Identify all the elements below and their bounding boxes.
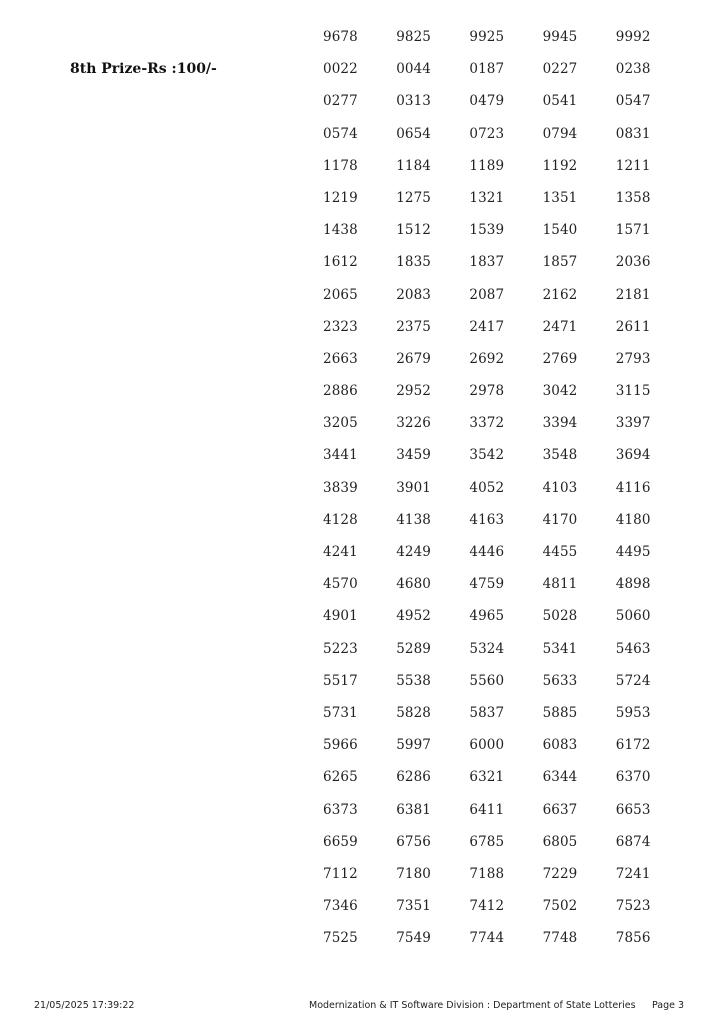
ticket-number: 4759	[469, 576, 505, 593]
ticket-number: 1358	[615, 189, 651, 206]
table-row	[323, 866, 689, 898]
ticket-number: 6265	[323, 769, 358, 786]
ticket-number: 7502	[542, 898, 578, 915]
footer-page-number: Page 3	[652, 1000, 685, 1011]
table-row	[323, 383, 689, 415]
ticket-number: 6286	[396, 769, 431, 786]
ticket-number: 6370	[615, 769, 651, 786]
table-row	[323, 673, 689, 705]
ticket-number: 5028	[542, 608, 578, 625]
ticket-number: 5731	[323, 704, 358, 721]
ticket-number: 2679	[396, 350, 431, 367]
ticket-number: 1540	[542, 222, 578, 239]
table-row	[323, 287, 689, 319]
ticket-number: 1837	[469, 254, 505, 271]
ticket-number: 2793	[615, 350, 651, 367]
ticket-number: 6000	[469, 737, 505, 754]
ticket-number-grid	[323, 29, 689, 962]
ticket-number: 0831	[615, 125, 651, 142]
ticket-number: 0277	[323, 93, 358, 110]
ticket-number: 5953	[615, 704, 651, 721]
ticket-number: 1512	[396, 222, 431, 239]
ticket-number: 5341	[542, 640, 578, 657]
ticket-number: 0794	[542, 125, 578, 142]
ticket-number: 0227	[542, 61, 578, 78]
ticket-number: 0723	[469, 125, 505, 142]
ticket-number: 6172	[615, 737, 651, 754]
ticket-number: 2375	[396, 318, 431, 335]
ticket-number: 2978	[469, 383, 505, 400]
ticket-number: 4965	[469, 608, 505, 625]
ticket-number: 4116	[615, 479, 651, 496]
ticket-number: 2663	[323, 350, 358, 367]
ticket-number: 7188	[469, 865, 505, 882]
prize-label: 8th Prize-Rs :100/-	[70, 61, 217, 77]
ticket-number: 1857	[542, 254, 578, 271]
ticket-number: 3459	[396, 447, 431, 464]
ticket-number: 2417	[469, 318, 505, 335]
ticket-number: 5517	[323, 672, 358, 689]
ticket-number: 6381	[396, 801, 431, 818]
table-row	[323, 544, 689, 576]
table-row	[323, 319, 689, 351]
ticket-number: 2036	[615, 254, 651, 271]
table-row	[323, 512, 689, 544]
ticket-number: 5828	[396, 704, 431, 721]
footer-timestamp: 21/05/2025 17:39:22	[34, 1000, 135, 1011]
ticket-number: 5997	[396, 737, 431, 754]
table-row	[323, 802, 689, 834]
ticket-number: 7744	[469, 930, 505, 947]
ticket-number: 3694	[615, 447, 651, 464]
table-row	[323, 351, 689, 383]
ticket-number: 9678	[323, 29, 358, 45]
ticket-number: 5560	[469, 672, 505, 689]
table-row	[323, 898, 689, 930]
ticket-number: 4052	[469, 479, 505, 496]
ticket-number: 6083	[542, 737, 578, 754]
ticket-number: 5223	[323, 640, 358, 657]
ticket-number: 6874	[615, 833, 651, 850]
table-row	[323, 834, 689, 866]
ticket-number: 2087	[469, 286, 505, 303]
table-row	[323, 930, 689, 962]
table-row	[323, 29, 689, 61]
ticket-number: 1219	[323, 189, 358, 206]
ticket-number: 4163	[469, 511, 505, 528]
ticket-number: 4898	[615, 576, 651, 593]
ticket-number: 3839	[323, 479, 358, 496]
ticket-number: 7549	[396, 930, 431, 947]
ticket-number: 5463	[615, 640, 651, 657]
ticket-number: 4811	[542, 576, 578, 593]
ticket-number: 1275	[396, 189, 431, 206]
ticket-number: 4241	[323, 544, 358, 560]
ticket-number: 1192	[542, 157, 578, 174]
table-row	[323, 447, 689, 479]
ticket-number: 3372	[469, 415, 505, 432]
ticket-number: 4180	[615, 511, 651, 528]
ticket-number: 2952	[396, 383, 431, 400]
ticket-number: 7241	[615, 865, 651, 882]
table-row	[323, 737, 689, 769]
ticket-number: 1539	[469, 222, 505, 239]
footer-organization: Modernization & IT Software Division : Department of State Lotteries	[309, 1000, 636, 1011]
ticket-number: 4138	[396, 511, 431, 528]
ticket-number: 4901	[323, 608, 358, 625]
ticket-number: 6344	[542, 769, 578, 786]
ticket-number: 4455	[542, 544, 578, 560]
ticket-number: 1612	[323, 254, 358, 271]
ticket-number: 3548	[542, 447, 578, 464]
table-row	[323, 61, 689, 93]
ticket-number: 4249	[396, 544, 431, 560]
ticket-number: 1321	[469, 189, 505, 206]
table-row	[323, 93, 689, 125]
ticket-number: 0547	[615, 93, 651, 110]
ticket-number: 1571	[615, 222, 651, 239]
ticket-number: 6805	[542, 833, 578, 850]
ticket-number: 2162	[542, 286, 578, 303]
ticket-number: 2181	[615, 286, 651, 303]
ticket-number: 4495	[615, 544, 651, 560]
ticket-number: 0044	[396, 61, 431, 78]
ticket-number: 9825	[396, 29, 431, 45]
ticket-number: 7180	[396, 865, 431, 882]
ticket-number: 7346	[323, 898, 358, 915]
ticket-number: 1189	[469, 157, 505, 174]
ticket-number: 6373	[323, 801, 358, 818]
table-row	[323, 190, 689, 222]
ticket-number: 2769	[542, 350, 578, 367]
ticket-number: 5633	[542, 672, 578, 689]
ticket-number: 1178	[323, 157, 358, 174]
ticket-number: 1835	[396, 254, 431, 271]
ticket-number: 2471	[542, 318, 578, 335]
ticket-number: 6411	[469, 801, 505, 818]
table-row	[323, 222, 689, 254]
table-row	[323, 705, 689, 737]
ticket-number: 2692	[469, 350, 505, 367]
ticket-number: 0238	[615, 61, 651, 78]
ticket-number: 6756	[396, 833, 431, 850]
table-row	[323, 254, 689, 286]
ticket-number: 3042	[542, 383, 578, 400]
ticket-number: 0574	[323, 125, 358, 142]
ticket-number: 9945	[542, 29, 578, 45]
ticket-number: 3394	[542, 415, 578, 432]
ticket-number: 5538	[396, 672, 431, 689]
ticket-number: 3542	[469, 447, 505, 464]
ticket-number: 3397	[615, 415, 651, 432]
ticket-number: 4170	[542, 511, 578, 528]
ticket-number: 4952	[396, 608, 431, 625]
ticket-number: 7412	[469, 898, 505, 915]
ticket-number: 7523	[615, 898, 651, 915]
ticket-number: 4103	[542, 479, 578, 496]
ticket-number: 5837	[469, 704, 505, 721]
ticket-number: 6659	[323, 833, 358, 850]
ticket-number: 5724	[615, 672, 651, 689]
ticket-number: 4570	[323, 576, 358, 593]
ticket-number: 6653	[615, 801, 651, 818]
ticket-number: 3226	[396, 415, 431, 432]
ticket-number: 6785	[469, 833, 505, 850]
ticket-number: 0479	[469, 93, 505, 110]
ticket-number: 5060	[615, 608, 651, 625]
ticket-number: 3901	[396, 479, 431, 496]
table-row	[323, 576, 689, 608]
ticket-number: 7856	[615, 930, 651, 947]
ticket-number: 1211	[615, 157, 651, 174]
ticket-number: 7351	[396, 898, 431, 915]
ticket-number: 2611	[615, 318, 651, 335]
ticket-number: 3441	[323, 447, 358, 464]
table-row	[323, 126, 689, 158]
table-row	[323, 480, 689, 512]
ticket-number: 4446	[469, 544, 505, 560]
ticket-number: 7748	[542, 930, 578, 947]
table-row	[323, 608, 689, 640]
ticket-number: 4128	[323, 511, 358, 528]
ticket-number: 1438	[323, 222, 358, 239]
ticket-number: 0313	[396, 93, 431, 110]
ticket-number: 7112	[323, 865, 358, 882]
ticket-number: 2323	[323, 318, 358, 335]
ticket-number: 9925	[469, 29, 505, 45]
ticket-number: 1351	[542, 189, 578, 206]
ticket-number: 0187	[469, 61, 505, 78]
ticket-number: 5966	[323, 737, 358, 754]
ticket-number: 7229	[542, 865, 578, 882]
table-row	[323, 158, 689, 190]
ticket-number: 3205	[323, 415, 358, 432]
ticket-number: 2886	[323, 383, 358, 400]
ticket-number: 5289	[396, 640, 431, 657]
ticket-number: 2065	[323, 286, 358, 303]
ticket-number: 0541	[542, 93, 578, 110]
ticket-number: 9992	[615, 29, 651, 45]
ticket-number: 0022	[323, 61, 358, 78]
table-row	[323, 641, 689, 673]
ticket-number: 1184	[396, 157, 431, 174]
ticket-number: 6637	[542, 801, 578, 818]
ticket-number: 4680	[396, 576, 431, 593]
ticket-number: 3115	[615, 383, 651, 400]
ticket-number: 5324	[469, 640, 505, 657]
table-row	[323, 769, 689, 801]
ticket-number: 0654	[396, 125, 431, 142]
ticket-number: 7525	[323, 930, 358, 947]
ticket-number: 5885	[542, 704, 578, 721]
ticket-number: 2083	[396, 286, 431, 303]
ticket-number: 6321	[469, 769, 505, 786]
table-row	[323, 415, 689, 447]
